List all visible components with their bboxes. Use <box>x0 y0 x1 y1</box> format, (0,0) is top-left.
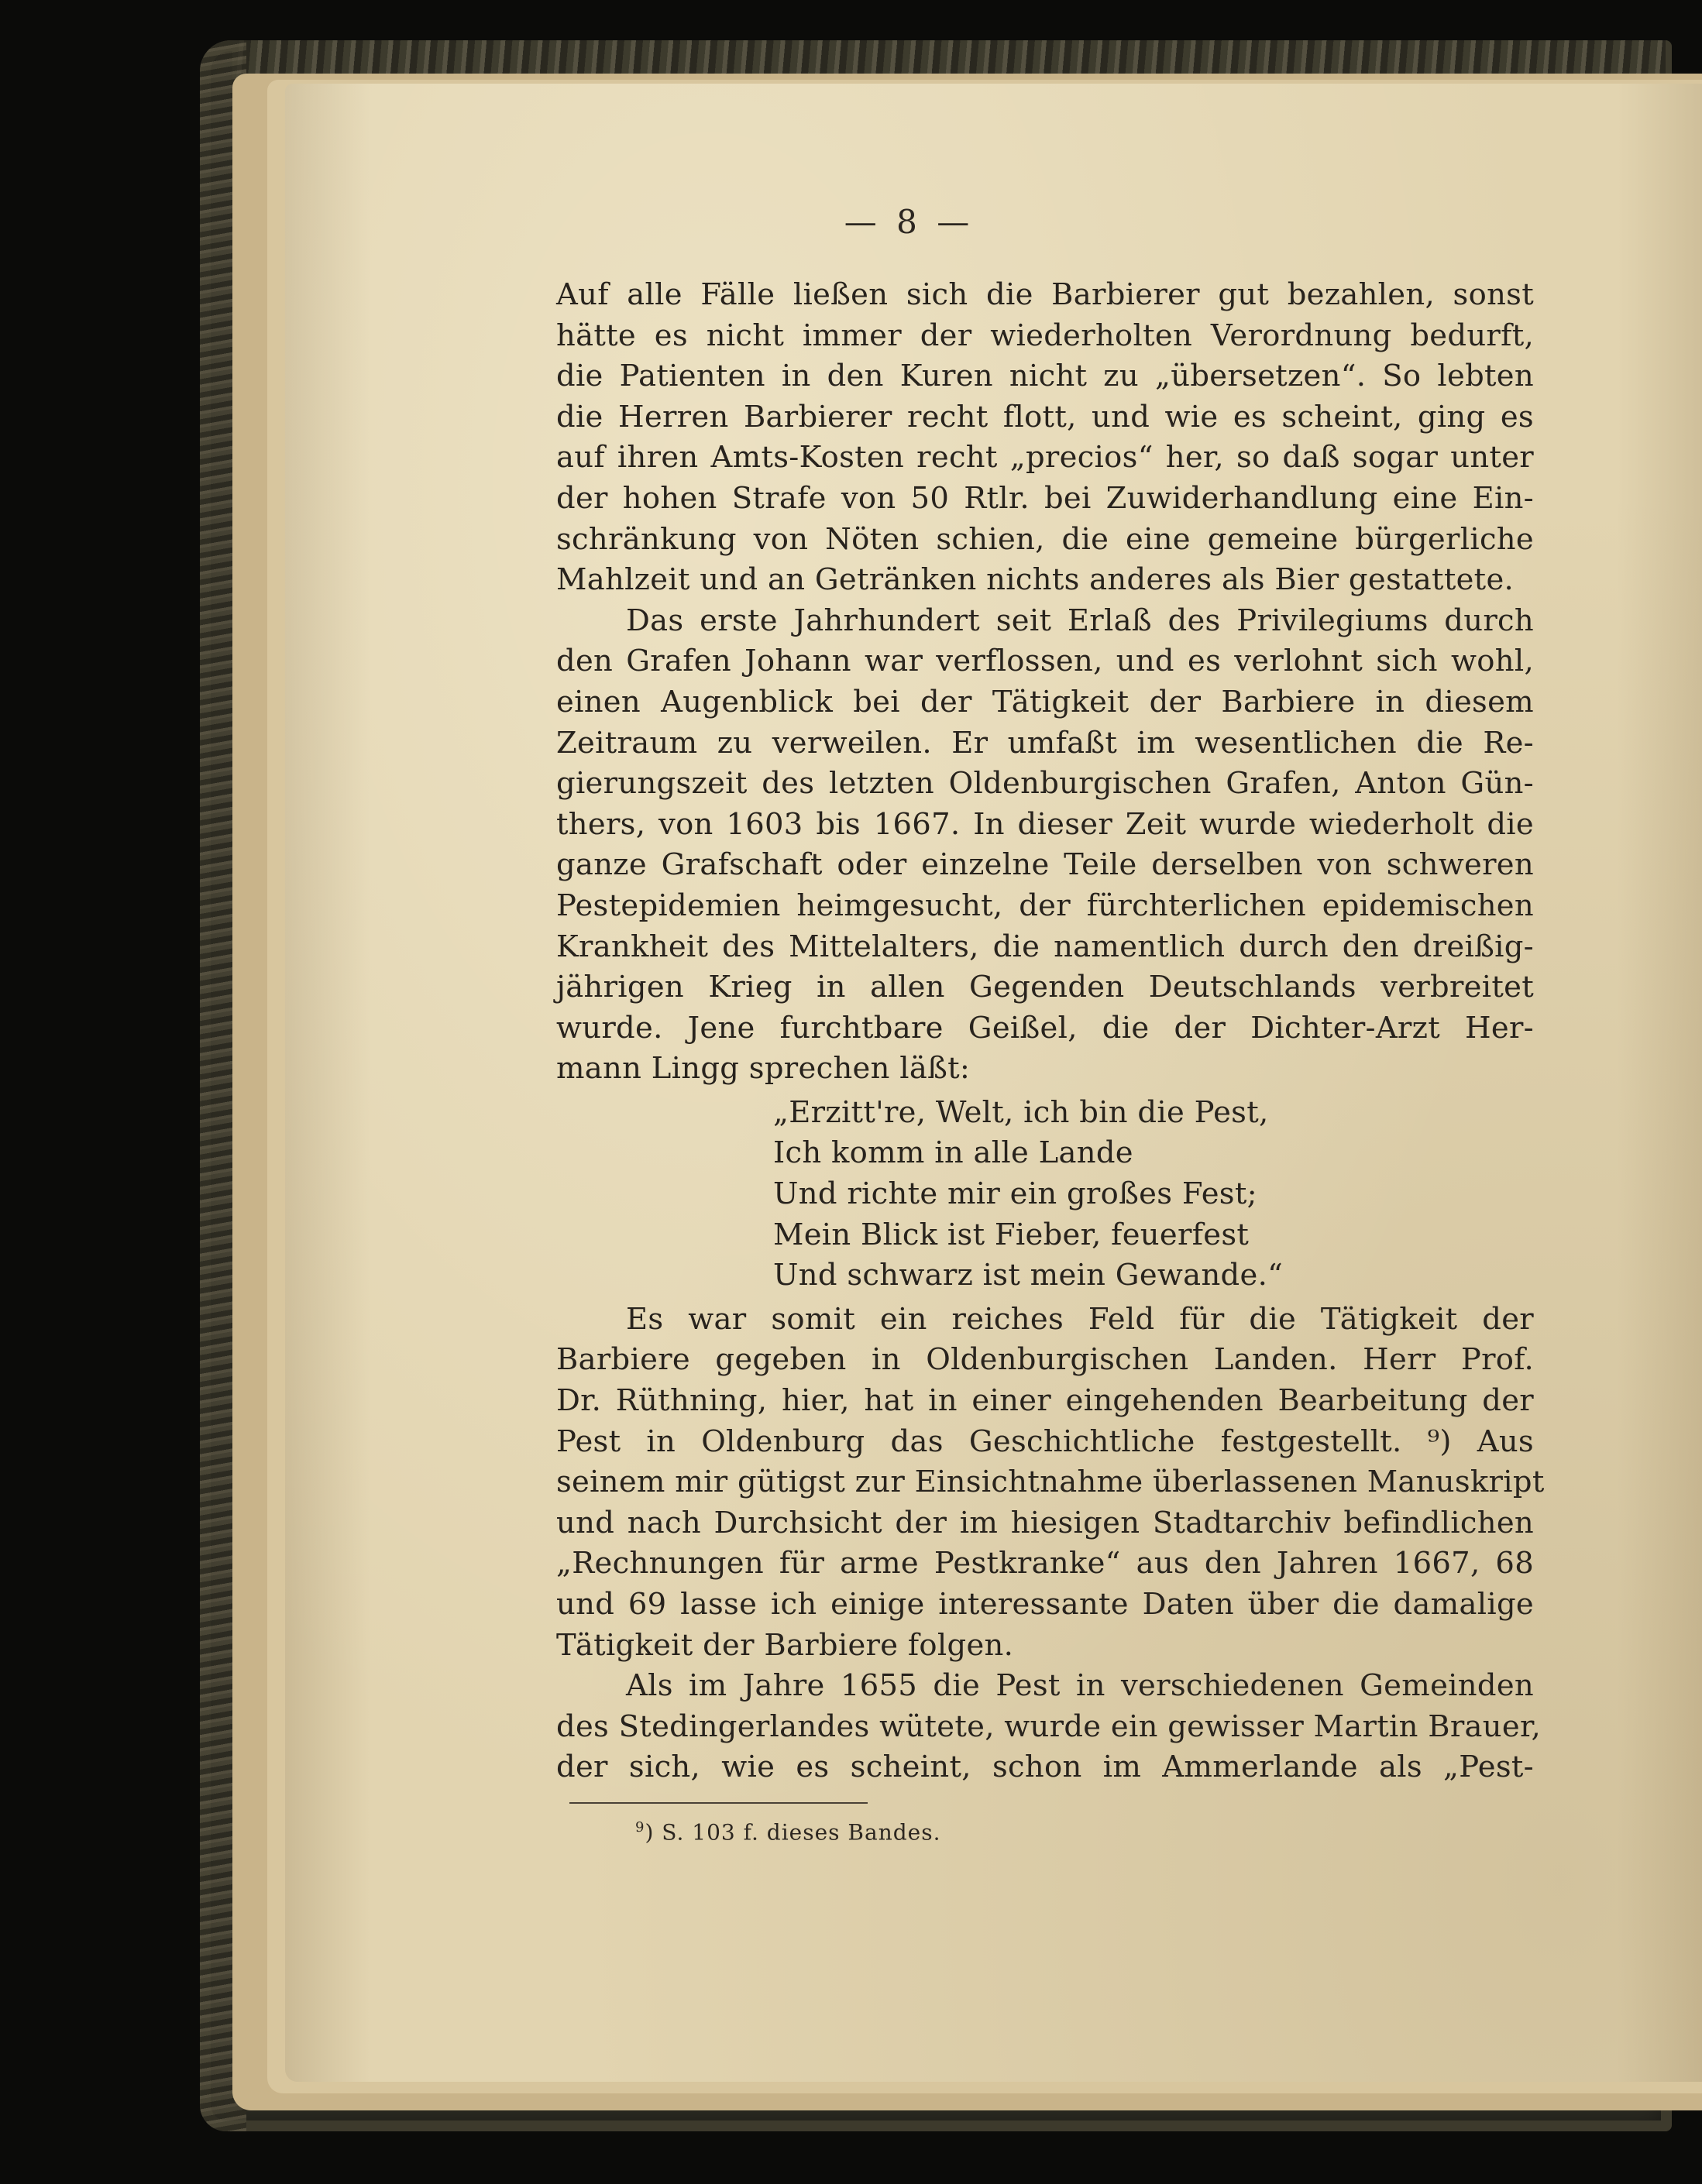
text-line: Pestepidemien heimgesucht, der fürchterlichen epidemischen <box>556 888 1534 923</box>
poem-line: Ich komm in alle Lande <box>773 1135 1133 1171</box>
text-line: des Stedingerlandes wütete, wurde ein gewisser Martin Brauer, <box>556 1708 1541 1744</box>
poem-line: Und schwarz ist mein Gewande.“ <box>773 1258 1284 1293</box>
text-line: Tätigkeit der Barbiere folgen. <box>556 1627 1014 1663</box>
text-line: Das erste Jahrhundert seit Erlaß des Privilegiums durch <box>626 603 1534 638</box>
text-line: jährigen Krieg in allen Gegenden Deutschlands verbreitet <box>556 970 1534 1005</box>
text-line: thers, von 1603 bis 1667. In dieser Zeit wurde wiederholt die <box>556 806 1534 842</box>
text-line: Barbiere gegeben in Oldenburgischen Landen. Herr Prof. <box>556 1342 1534 1378</box>
poem-line: Und richte mir ein großes Fest; <box>773 1176 1257 1212</box>
text-line: auf ihren Amts-Kosten recht „precios“ her, so daß sogar unter <box>556 440 1534 476</box>
poem-quote <box>556 1093 1534 1296</box>
poem-line: Mein Blick ist Fieber, feuerfest <box>773 1217 1250 1252</box>
text-line: den Grafen Johann war verflossen, und es verlohnt sich wohl, <box>556 644 1534 679</box>
text-line: Als im Jahre 1655 die Pest in verschiedenen Gemeinden <box>626 1668 1534 1704</box>
text-line: Krankheit des Mittelalters, die namentlich durch den dreißig- <box>556 929 1534 964</box>
text-line: und nach Durchsicht der im hiesigen Stadtarchiv befindlichen <box>556 1505 1534 1540</box>
text-line: Auf alle Fälle ließen sich die Barbierer gut bezahlen, sonst <box>556 277 1534 312</box>
footnote-text: ) S. 103 f. dieses Bandes. <box>645 1819 941 1846</box>
text-line: und 69 lasse ich einige interessante Daten über die damalige <box>556 1587 1534 1622</box>
text-line: der sich, wie es scheint, schon im Ammerlande als „Pest- <box>556 1750 1534 1785</box>
text-line: schränkung von Nöten schien, die eine gemeine bürgerliche <box>556 521 1534 557</box>
text-line: „Rechnungen für arme Pestkranke“ aus den Jahren 1667, 68 <box>556 1546 1534 1581</box>
footnote <box>635 1819 941 1845</box>
text-line: die Patienten in den Kuren nicht zu „übersetzen“. So lebten <box>556 359 1534 394</box>
paragraph-3 <box>556 1300 1545 1666</box>
text-line: seinem mir gütigst zur Einsichtnahme überlassenen Manuskript <box>556 1465 1545 1500</box>
footnote-marker: 9 <box>635 1819 645 1835</box>
paragraph-2 <box>556 601 1534 1090</box>
text-line: wurde. Jene furchtbare Geißel, die der Dichter-Arzt Her- <box>556 1010 1534 1046</box>
cover-top-edge <box>232 40 1666 77</box>
page-number: — 8 — <box>844 203 975 241</box>
text-line: Dr. Rüthning, hier, hat in einer eingehenden Bearbeitung der <box>556 1383 1534 1419</box>
body-text <box>556 275 1545 1788</box>
paragraph-1 <box>556 275 1534 601</box>
text-line: Pest in Oldenburg das Geschichtliche festgestellt. ⁹) Aus <box>556 1423 1534 1459</box>
text-line: gierungszeit des letzten Oldenburgischen Grafen, Anton Gün- <box>556 766 1534 802</box>
poem-line: „Erzitt're, Welt, ich bin die Pest, <box>773 1094 1269 1130</box>
text-line: Mahlzeit und an Getränken nichts anderes als Bier gestattete. <box>556 562 1515 598</box>
footnote-rule <box>569 1802 868 1804</box>
paragraph-4 <box>556 1666 1541 1788</box>
text-line: hätte es nicht immer der wiederholten Verordnung bedurft, <box>556 318 1534 353</box>
text-line: die Herren Barbierer recht flott, und wie es scheint, ging es <box>556 399 1534 434</box>
text-line: Es war somit ein reiches Feld für die Tätigkeit der <box>626 1301 1534 1337</box>
text-line: Zeitraum zu verweilen. Er umfaßt im wesentlichen die Re- <box>556 725 1534 761</box>
text-line: einen Augenblick bei der Tätigkeit der Barbiere in diesem <box>556 684 1534 719</box>
text-line: der hohen Strafe von 50 Rtlr. bei Zuwiderhandlung eine Ein- <box>556 480 1534 516</box>
text-line: mann Lingg sprechen läßt: <box>556 1051 971 1087</box>
text-line: ganze Grafschaft oder einzelne Teile derselben von schweren <box>556 847 1534 883</box>
